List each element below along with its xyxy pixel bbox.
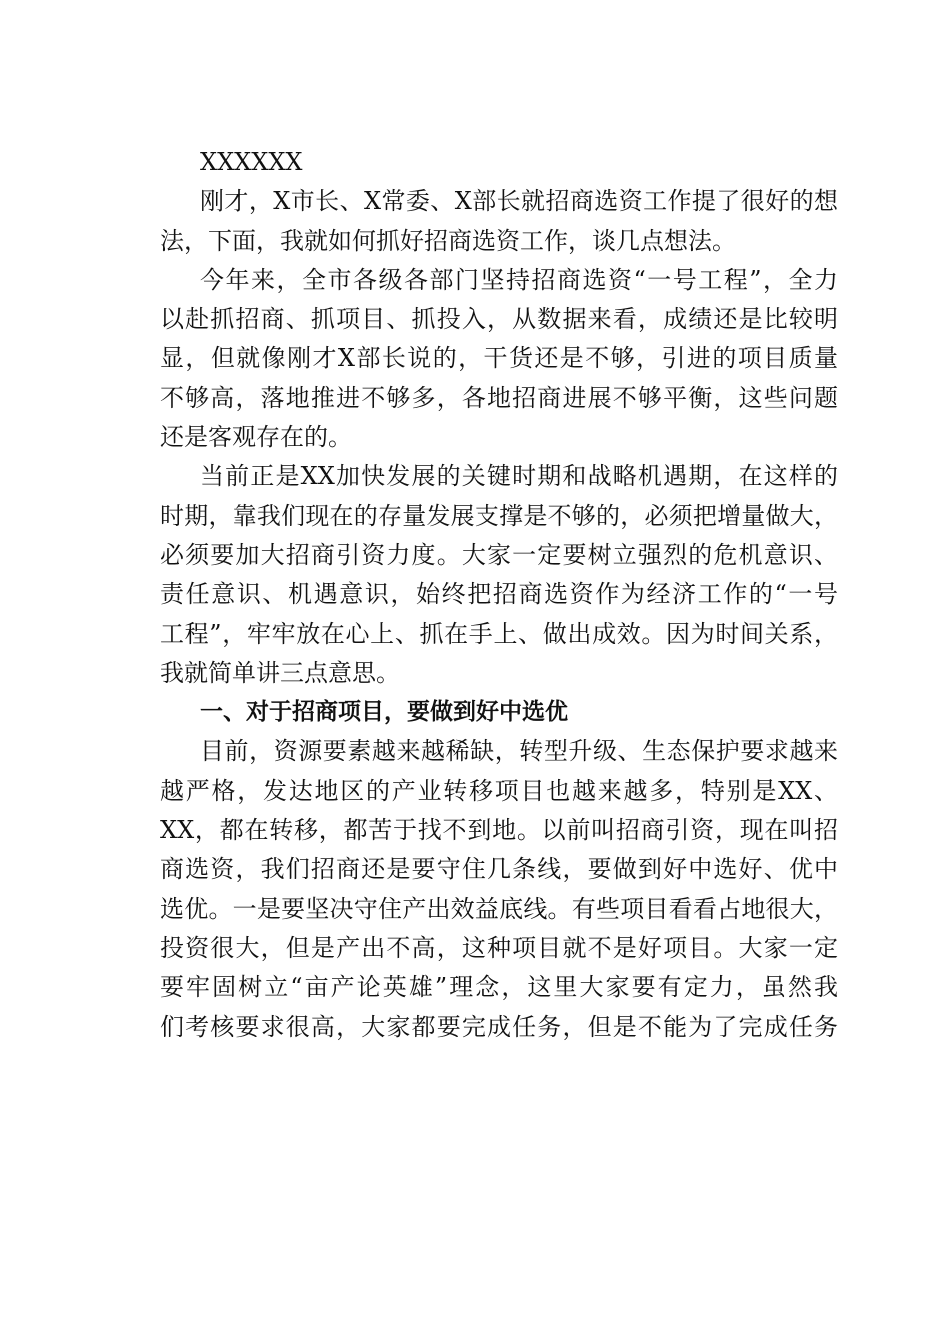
paragraph-line: 法，下面，我就如何抓好招商选资工作，谈几点想法。 — [160, 226, 736, 255]
paragraph-line: 我就简单讲三点意思。 — [160, 658, 400, 687]
paragraph-line: 们考核要求很高，大家都要完成任务，但是不能为了完成任务 — [160, 1012, 838, 1041]
paragraph-line: 工程”，牢牢放在心上、抓在手上、做出成效。因为时间关系， — [160, 619, 838, 648]
document-title — [120, 143, 838, 182]
section-heading-text: 一、对于招商项目，要做到好中选优 — [200, 699, 568, 726]
paragraph-line: 必须要加大招商引资力度。大家一定要树立强烈的危机意识、 — [160, 540, 838, 569]
paragraph-line: 显，但就像刚才X部长说的，干货还是不够，引进的项目质量 — [160, 344, 838, 373]
paragraph-line: 今年来，全市各级各部门坚持招商选资“一号工程”，全力 — [200, 265, 838, 294]
paragraph-line: 要牢固树立“亩产论英雄”理念，这里大家要有定力，虽然我 — [160, 973, 838, 1002]
paragraph-line: 不够高，落地推进不够多，各地招商进展不够平衡，这些问题 — [160, 383, 838, 412]
paragraph-line: 商选资，我们招商还是要守住几条线，要做到好中选好、优中 — [160, 855, 838, 884]
document-page — [120, 143, 838, 1047]
paragraph-line: 投资很大，但是产出不高，这种项目就不是好项目。大家一定 — [160, 933, 838, 962]
paragraph-line: 目前，资源要素越来越稀缺，转型升级、生态保护要求越来 — [200, 737, 838, 766]
paragraph-line: 时期，靠我们现在的存量发展支撑是不够的，必须把增量做大， — [160, 501, 838, 530]
paragraph-line: 责任意识、机遇意识，始终把招商选资作为经济工作的“一号 — [160, 580, 838, 609]
paragraph-line: 刚才，X市长、X常委、X部长就招商选资工作提了很好的想 — [200, 187, 838, 216]
section-paragraph — [120, 732, 838, 1046]
paragraph-line: XX，都在转移，都苦于找不到地。以前叫招商引资，现在叫招 — [160, 816, 838, 845]
title-line: XXXXXX — [200, 148, 303, 176]
paragraph-line: 当前正是XX加快发展的关键时期和战略机遇期，在这样的 — [200, 462, 838, 491]
paragraph-line: 以赴抓招商、抓项目、抓投入，从数据来看，成绩还是比较明 — [160, 305, 838, 334]
paragraph-1 — [120, 182, 838, 261]
paragraph-2 — [120, 261, 838, 457]
paragraph-line: 越严格，发达地区的产业转移项目也越来越多，特别是XX、 — [160, 776, 838, 805]
paragraph-line: 还是客观存在的。 — [160, 423, 352, 452]
paragraph-line: 选优。一是要坚决守住产出效益底线。有些项目看看占地很大， — [160, 894, 838, 923]
section-heading — [120, 693, 838, 732]
paragraph-3 — [120, 457, 838, 693]
